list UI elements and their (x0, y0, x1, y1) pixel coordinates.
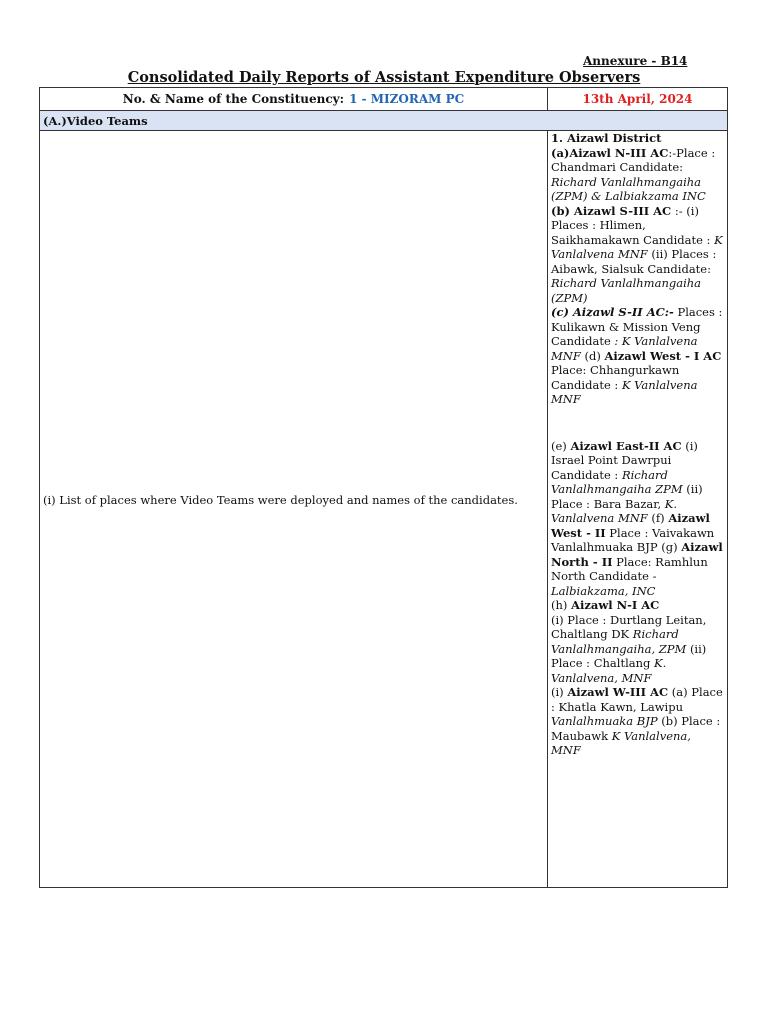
constituency-value: 1 - MIZORAM PC (349, 92, 465, 106)
report-table (39, 87, 728, 888)
constituency-header (39, 87, 548, 111)
annexure-label: Annexure - B14 (583, 54, 688, 68)
page-title: Consolidated Daily Reports of Assistant Expenditure Observers (127, 69, 641, 86)
answer-e: (e) Aizawl East-II AC (i) Israel Point Dawrpui Candidate : Richard Vanlalhmangaiha ZPM (ii) Place : Bara Bazar, K. Vanlalvena MNF (f) Aizawl West - II Place : Vaivakawn Vanlalhmuaka BJP (g) Aizawl North - II Place: Ramhlun North Candidate - Lalbiakzama, INC (551, 438, 723, 598)
answer-c: (c) Aizawl S-II AC:- Places : Kulikawn & Mission Veng Candidate : K Vanlalvena MNF (d) Aizawl West - I AC Place: Chhangurkawn Candidate : K Vanlalvena MNF (551, 305, 723, 406)
question-text: (i) List of places where Video Teams were deployed and names of the candidates. (43, 493, 518, 507)
answer-i: (i) Aizawl W-III AC (a) Place : Khatla Kawn, Lawipu Vanlalhmuaka BJP (b) Place : Maubawk K Vanlalvena, MNF (551, 685, 723, 757)
district-heading: 1. Aizawl District (551, 131, 662, 145)
answer-b: (b) Aizawl S-III AC :- (i) Places : Hlimen, Saikhamakawn Candidate : K Vanlalvena MNF (ii) Places : Aibawk, Sialsuk Candidate: Richard Vanlalhmangaiha (ZPM) (551, 203, 723, 305)
answer-h: (h) Aizawl N-I AC (551, 598, 660, 612)
report-date: 13th April, 2024 (547, 87, 728, 111)
question-cell (39, 130, 548, 888)
answer-a: (a)Aizawl N-III AC:-Place : Chandmari Candidate: Richard Vanlalhmangaiha (ZPM) & Lalbiakzama INC (551, 145, 716, 203)
section-heading: (A.)Video Teams (39, 110, 728, 131)
constituency-label: No. & Name of the Constituency: (122, 92, 345, 106)
answer-cell: 1. Aizawl District (a)Aizawl N-III AC:-Place : Chandmari Candidate: Richard Vanlalhmangaiha (ZPM) & Lalbiakzama INC (b) Aizawl S-III AC :- (i) Places : Hlimen, Saikhamakawn Candidate : K Vanlalvena MNF (ii) Places : Aibawk, Sialsuk Candidate: Richard Vanlalhmangaiha (ZPM) (c) Aizawl S-II AC:- Places : Kulikawn & Mission Veng Candidate : K Vanlalvena MNF (d) Aizawl West - I AC Place: Chhangurkawn Candidate : K Vanlalvena MNF (e) Aizawl East-II AC (i) Israel Point Dawrpui Candidate : Richard Vanlalhmangaiha ZPM (ii) Place : Bara Bazar, K. Vanlalvena MNF (f) Aizawl West - II Place : Vaivakawn Vanlalhmuaka BJP (g) Aizawl North - II Place: Ramhlun North Candidate - Lalbiakzama, INC (h) Aizawl N-I AC (i) Place : Durtlang Leitan, Chaltlang DK Richard Vanlalhmangaiha, ZPM (ii) Place : Chaltlang K. Vanlalvena, MNF (i) Aizawl W-III AC (a) Place : Khatla Kawn, Lawipu Vanlalhmuaka BJP (b) Place : Maubawk K Vanlalvena, MNF (547, 130, 728, 888)
